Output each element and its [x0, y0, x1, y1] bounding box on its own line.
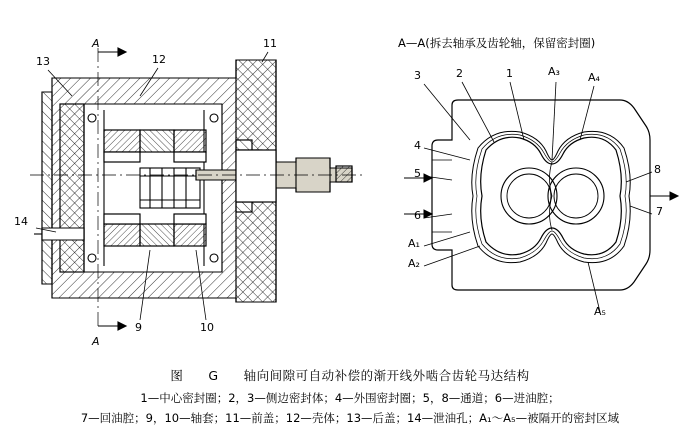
- label-a2: A₂: [408, 257, 420, 270]
- label-11: 11: [263, 37, 277, 50]
- label-6: 6: [414, 209, 421, 222]
- caption-title-text: 轴向间隙可自动补偿的渐开线外啮合齿轮马达结构: [243, 368, 530, 383]
- label-a4: A₄: [588, 71, 600, 84]
- left-sectional-view: [30, 48, 366, 330]
- label-a5: A₅: [594, 305, 606, 318]
- label-1: 1: [506, 67, 513, 80]
- label-3: 3: [414, 69, 421, 82]
- label-12: 12: [152, 53, 166, 66]
- label-10: 10: [200, 321, 214, 334]
- label-4: 4: [414, 139, 421, 152]
- figure-legend-line-2: 7—回油腔；9，10—轴套；11—前盖；12—壳体；13—后盖；14—泄油孔；A₁～A₅—被隔开的密封区域: [80, 411, 620, 425]
- label-9: 9: [135, 321, 142, 334]
- caption-title-mark: G: [208, 368, 219, 383]
- label-a-top-left: A: [92, 37, 100, 50]
- section-view-title: A—A(拆去轴承及齿轮轴，保留密封圈): [398, 36, 596, 50]
- figure-caption-title: [0, 366, 700, 384]
- label-5: 5: [414, 167, 421, 180]
- label-14: 14: [14, 215, 28, 228]
- label-7: 7: [656, 205, 663, 218]
- label-a-bottom-left: A: [92, 335, 100, 348]
- label-2: 2: [456, 67, 463, 80]
- figure-legend-line-1: 1—中心密封圈；2，3—侧边密封体；4—外围密封圈；5，8—通道；6—进油腔；: [140, 391, 560, 405]
- caption-title-prefix: 图: [170, 368, 184, 383]
- label-a1: A₁: [408, 237, 420, 250]
- label-8: 8: [654, 163, 661, 176]
- label-13: 13: [36, 55, 50, 68]
- label-a3: A₃: [548, 65, 560, 78]
- right-section-view: [404, 100, 678, 290]
